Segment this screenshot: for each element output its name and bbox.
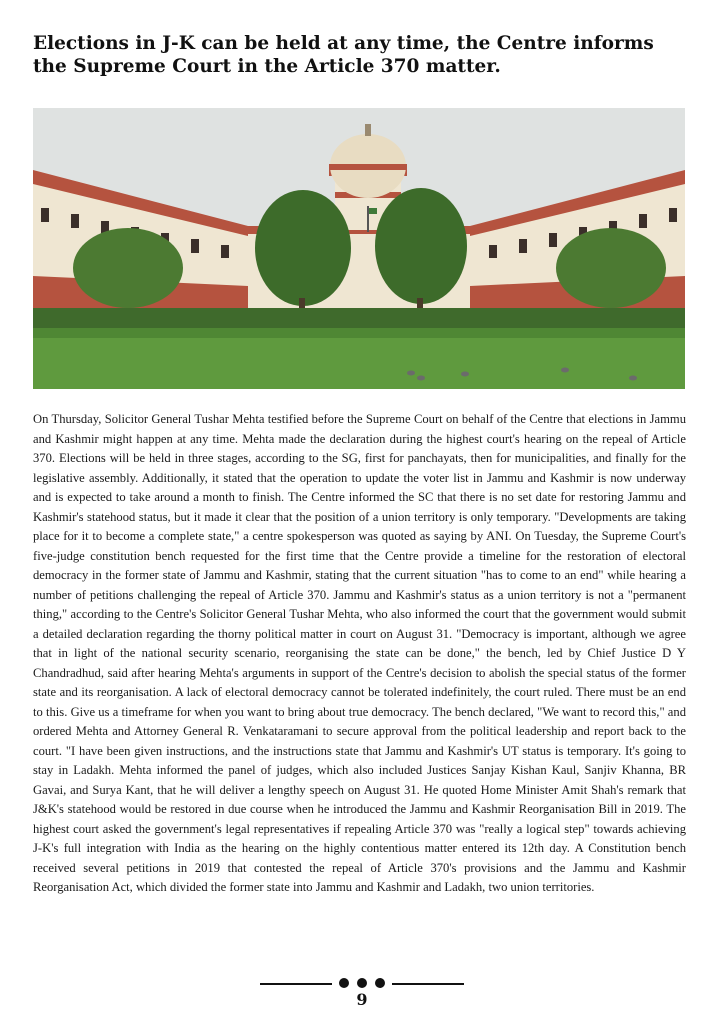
page-number: 9 (356, 990, 368, 1009)
hedge (33, 308, 685, 328)
article-headline (33, 32, 693, 78)
headline-line-2: the Supreme Court in the Article 370 matter. (33, 56, 501, 77)
supreme-court-illustration (33, 108, 685, 389)
footer-rule-right (392, 983, 464, 985)
footer-rule-left (260, 983, 332, 985)
footer-ornament-dots (339, 978, 387, 990)
page-footer (0, 974, 724, 1014)
article-paragraph: On Thursday, Solicitor General Tushar Mehta testified before the Supreme Court on behalf of the Centre that elections in Jammu and Kashmir might happen at any time. Mehta made the declaration during the highest court's hearing on the repeal of Article 370. Elections will be held in three stages, according to the SG, first for panchayats, then for municipalities, and finally for the legislative assembly. Additionally, it stated that the operation to update the voter list in Jammu and Kashmir is now underway and is expected to take around a month to finish. The Centre informed the SC that there is no set date for restoring Jammu and Kashmir's statehood status, but it made it clear that the position of a union territory is only temporary. "Developments are taking place for it to become a complete state," a centre spokesperson was quoted as saying by ANI. On Tuesday, the Supreme Court's five-judge constitution bench requested for the first time that the Centre provide a timeline for the restoration of electoral democracy in the former state of Jammu and Kashmir, stating that the current situation "has to come to an end" while hearing a number of petitions challenging the repeal of Article 370. Jammu and Kashmir's status as a union territory is not a "permanent thing," according to the Centre's Solicitor General Tushar Mehta, who also informed the court that the government would submit a detailed declaration regarding the thorny political matter in court on August 31. "Democracy is important, although we agree that in light of the national security scenario, reorganising the state can be done," the bench, led by Chief Justice D Y Chandradhud, said after hearing Mehta's arguments in support of the Centre's decision to abolish the special status of the former state and its reorganisation. A lack of electoral democracy cannot be tolerated indefinitely, the court ruled. There must be an end to this. Give us a timeframe for when you want to bring about true democracy. The bench declared, "We want to record this," and ordered Mehta and Attorney General R. Venkataramani to secure approval from the political leadership and report back to the court. "I have been given instructions, and the instructions state that Jammu and Kashmir's UT status is temporary. It's going to stay in Ladakh. Mehta informed the panel of judges, which also included Justices Sanjay Kishan Kaul, Sanjiv Khanna, BR Gavai, and Surya Kant, that he will deliver a lengthy speech on August 31. He quoted Home Minister Amit Shah's remark that J&K's statehood would be restored in due course when he introduced the Jammu and Kashmir Reorganisation Bill in 2019. The highest court asked the government's legal representatives if repealing Article 370 was "really a logical step" towards achieving J-K's full integration with India as the hearing on the highly contentious matter entered its 12th day. A Constitution bench received several petitions in 2019 that contested the repeal of Article 370's provisions and the Jammu and Kashmir Reorganisation Act, which divided the former state into Jammu and Kashmir and Ladakh, two union territories. (33, 412, 686, 894)
headline-line-1: Elections in J-K can be held at any time, the Centre informs (33, 33, 654, 54)
article-body (33, 410, 686, 898)
supreme-court-photo (33, 108, 685, 389)
